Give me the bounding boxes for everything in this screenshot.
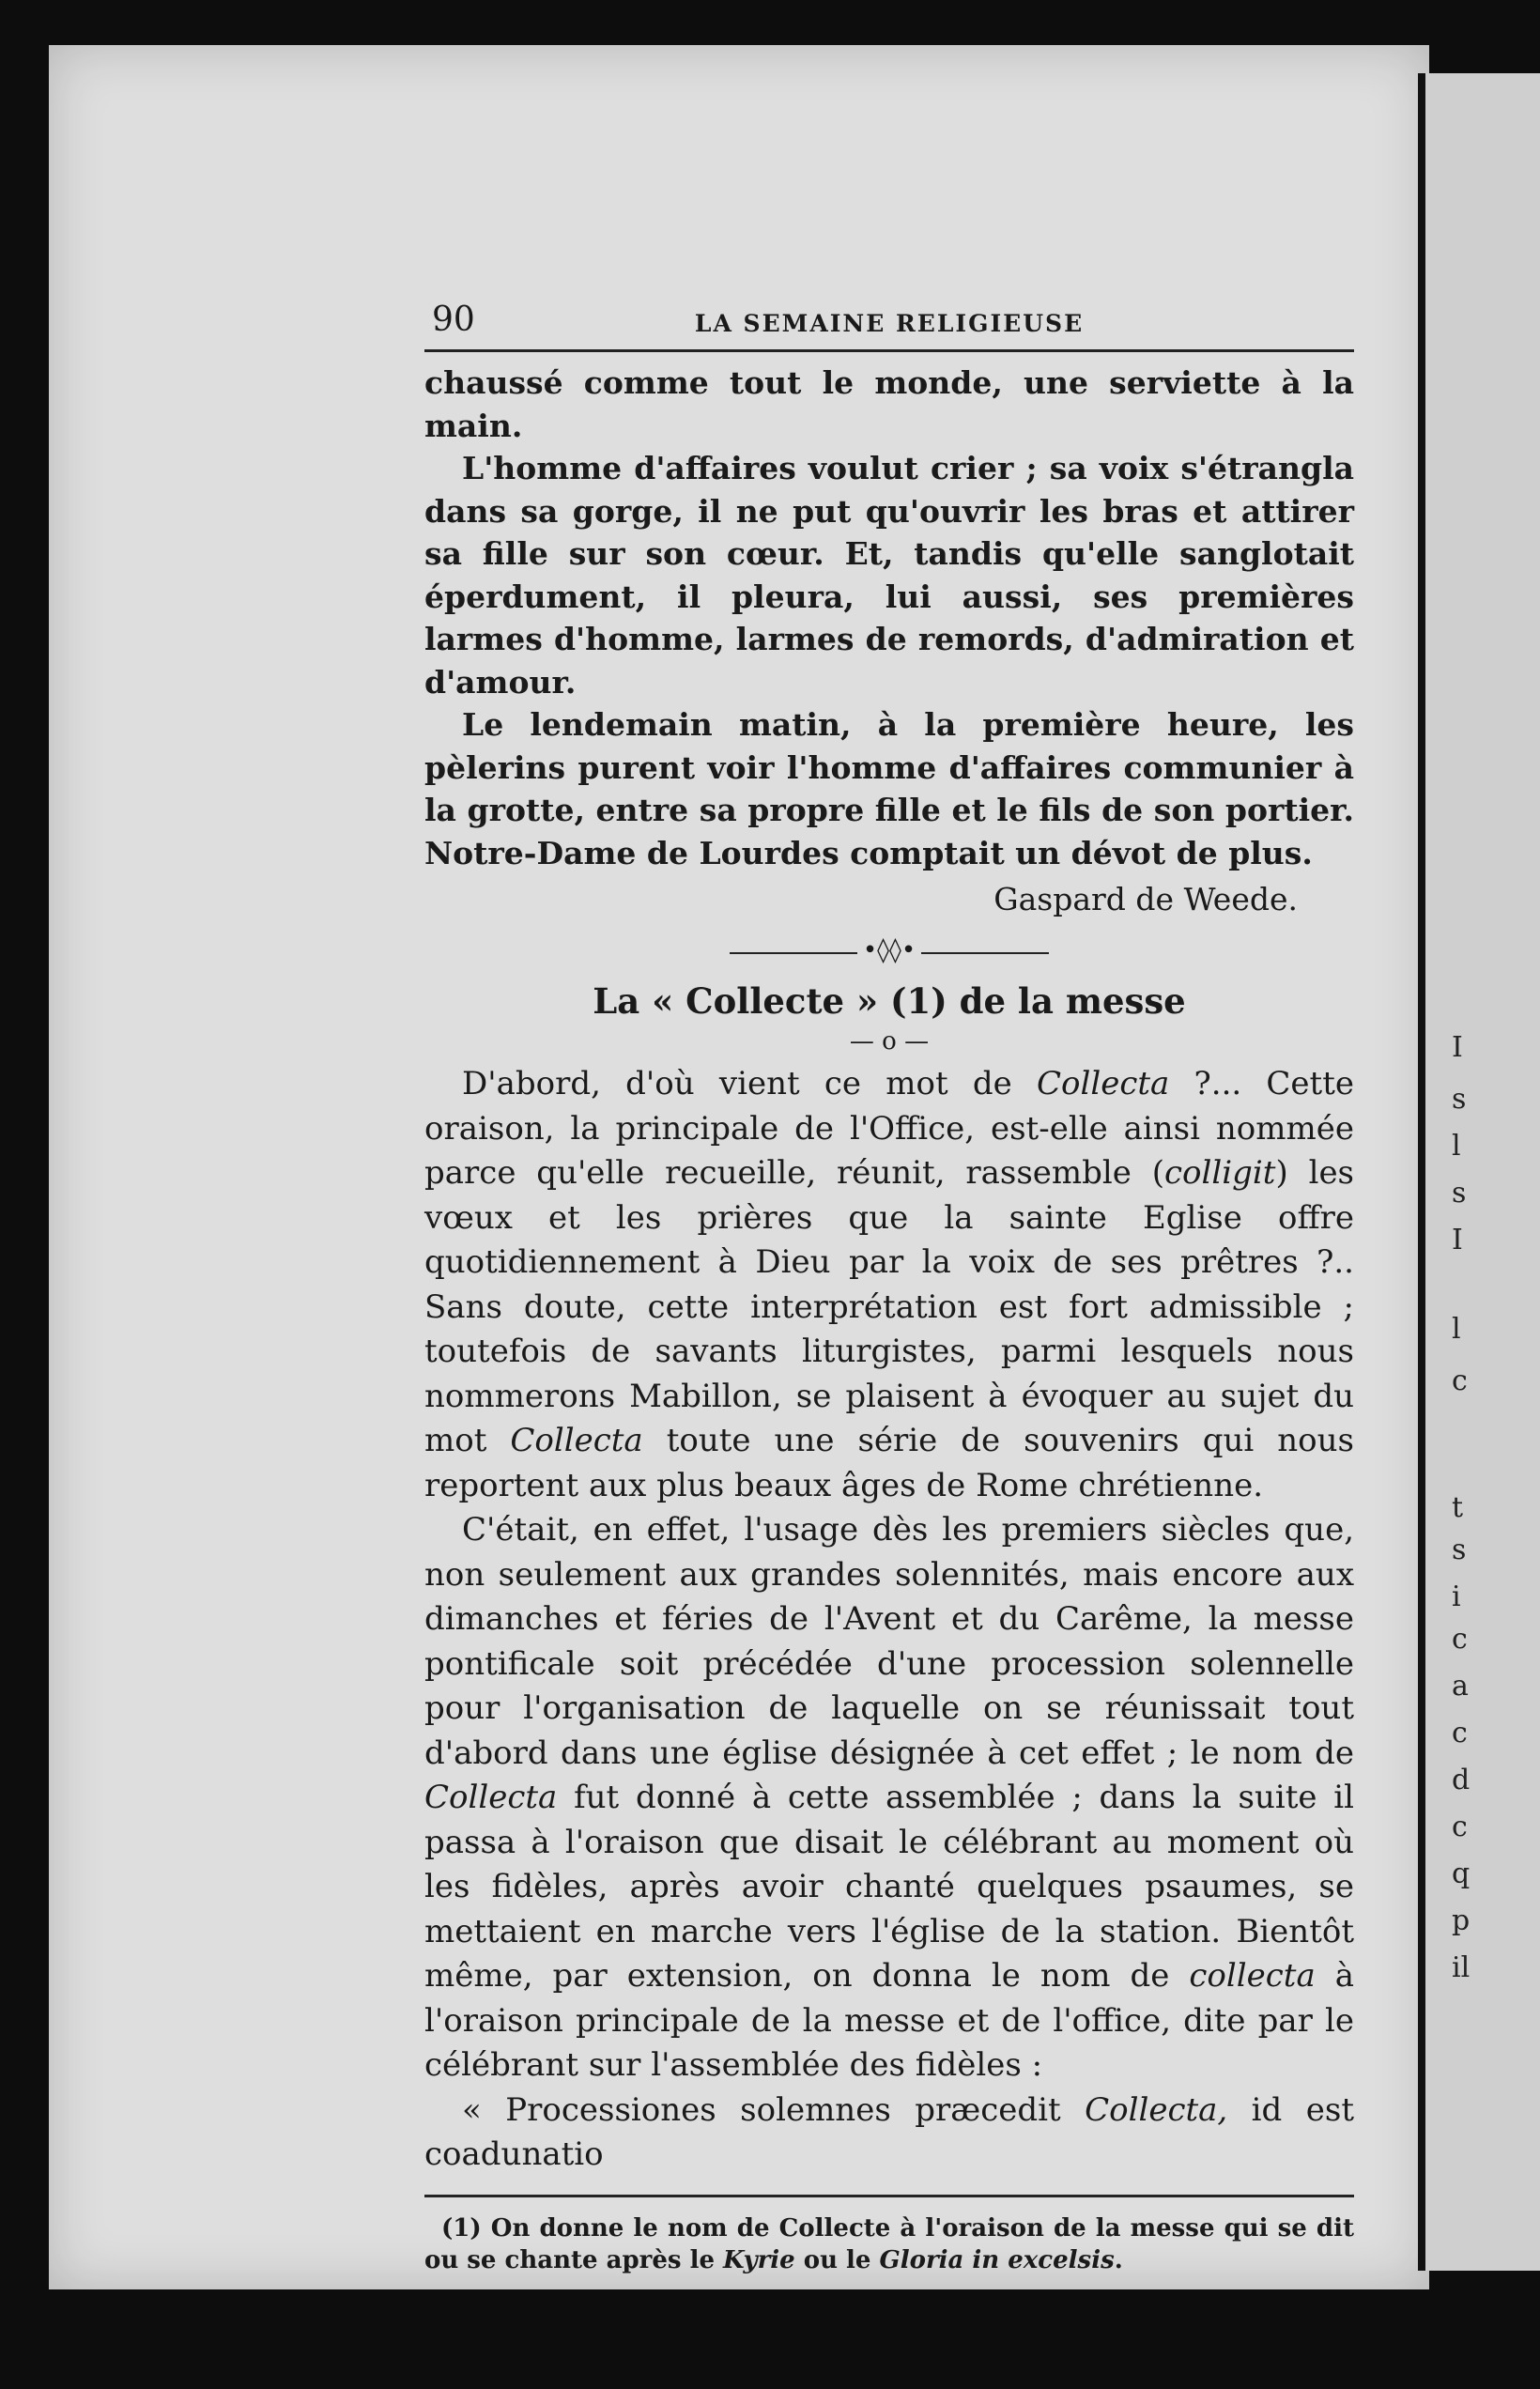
adjacent-page-fragment: c <box>1452 1364 1468 1397</box>
adjacent-page-fragment: I <box>1452 1031 1463 1064</box>
adjacent-page-fragment: il <box>1452 1951 1471 1984</box>
adjacent-page-fragment: d <box>1452 1764 1471 1796</box>
separator-ornament: •◊◊• <box>857 936 921 964</box>
author-signature: Gaspard de Weede. <box>993 881 1298 917</box>
story-ending <box>424 362 1354 874</box>
running-title: LA SEMAINE RELIGIEUSE <box>694 310 1085 337</box>
adjacent-page-fragment: i <box>1452 1580 1461 1613</box>
adjacent-page-fragment: s <box>1452 1083 1467 1116</box>
story-paragraph: chaussé comme tout le monde, une serviette à la main. <box>424 364 1354 444</box>
footnote-rule <box>424 2195 1354 2197</box>
adjacent-page-fragment: I <box>1452 1224 1463 1256</box>
page-number: 90 <box>432 301 475 339</box>
adjacent-page-fragment: l <box>1452 1313 1461 1346</box>
article-title: La « Collecte » (1) de la messe <box>593 980 1186 1022</box>
adjacent-page-fragment: a <box>1452 1670 1469 1703</box>
article-paragraph: C'était, en effet, l'usage dès les premiers siècles que, non seulement aux grandes solennités, mais encore aux dimanches et féries de l'Avent et du Carême, la messe pontificale soit précédée d'une procession solennelle pour l'organisation de laquelle on se réunissait tout d'abord dans une église désignée à cet effet ; le nom de Collecta fut donné à cette assemblée ; dans la suite il passa à l'oraison que disait le célébrant au moment où les fidèles, après avoir chanté quelques psaumes, se mettaient en marche vers l'église de la station. Bientôt même, par extension, on donna le nom de collecta à l'oraison principale de la messe et de l'office, dite par le célébrant sur l'assemblée des fidèles : <box>424 1511 1354 2084</box>
page-content <box>424 297 1354 2276</box>
adjacent-page-fragment: s <box>1452 1177 1467 1210</box>
story-paragraph: Le lendemain matin, à la première heure, les pèlerins purent voir l'homme d'affaires communier à la grotte, entre sa propre fille et le fils de son portier. Notre-Dame de Lourdes comptait un dévot de plus. <box>424 706 1354 871</box>
adjacent-page-fragment: l <box>1452 1130 1461 1163</box>
section-separator <box>730 936 1049 964</box>
adjacent-page-fragment: c <box>1452 1717 1468 1749</box>
adjacent-page-fragment: c <box>1452 1811 1468 1843</box>
footnote: (1) On donne le nom de Collecte à l'oraison de la messe qui se dit ou se chante après le Kyrie ou le Gloria in excelsis. <box>424 2213 1354 2274</box>
adjacent-page-fragment: c <box>1452 1623 1468 1656</box>
article-body <box>424 1062 1354 2178</box>
book-page <box>49 45 1429 2289</box>
story-paragraph: L'homme d'affaires voulut crier ; sa voix s'étrangla dans sa gorge, il ne put qu'ouvrir les bras et attirer sa fille sur son cœur. Et, tandis qu'elle sanglotait éperdument, il pleura, lui aussi, ses premières larmes d'homme, larmes de remords, d'admiration et d'amour. <box>424 450 1354 701</box>
adjacent-page-fragment: t <box>1452 1491 1464 1524</box>
adjacent-page-fragment: p <box>1452 1904 1471 1937</box>
article-paragraph: D'abord, d'où vient ce mot de Collecta ?... Cette oraison, la principale de l'Office, est-elle ainsi nommée parce qu'elle recueille, réunit, rassemble (colligit) les vœux et les prières que la sainte Eglise offre quotidiennement à Dieu par la voix de ses prêtres ?.. Sans doute, cette interprétation est fort admissible ; toutefois de savants liturgistes, parmi lesquels nous nommerons Mabillon, se plaisent à évoquer au sujet du mot Collecta toute une série de souvenirs qui nous reportent aux plus beaux âges de Rome chrétienne. <box>424 1065 1355 1504</box>
article-paragraph: « Processiones solemnes præcedit Collecta, id est coadunatio <box>424 2090 1354 2173</box>
adjacent-page-edge <box>1418 73 1540 2271</box>
page-header <box>424 297 1354 352</box>
title-ornament: — o — <box>849 1027 930 1056</box>
adjacent-page-fragment: q <box>1452 1857 1471 1890</box>
adjacent-page-fragment: s <box>1452 1534 1467 1566</box>
